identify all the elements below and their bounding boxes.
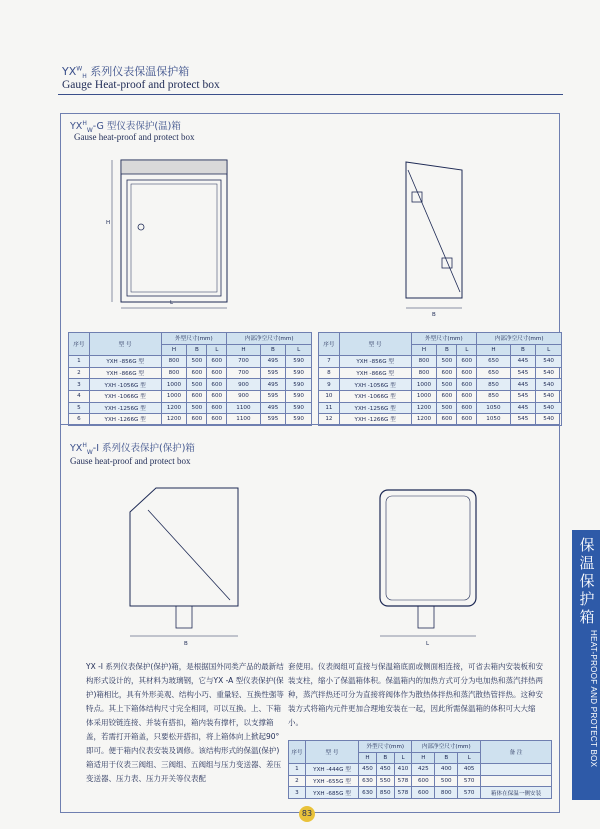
table-cell: 570 (458, 787, 481, 799)
table-cell: 500 (435, 775, 458, 787)
table-cell: 600 (412, 787, 435, 799)
table-cell: 1000 (161, 390, 187, 402)
table-row (69, 414, 312, 426)
table-cell: 630 (359, 775, 377, 787)
table-cell: 700 (227, 367, 260, 379)
spec-table-1: 序号 型 号 外型尺寸(mm) 内部净空尺寸(mm) H B L H B L 1 YXH -856G 型 800 500 600 700 495 590 2 YXH -866G 型 800 600 600 700 595 590 3 YXH -1056G 型 1000 500 600 900 495 590 4 YXH -1066G 型 1000 600 600 900 595 590 5 YXH -1256G 型 1200 500 600 1100 495 590 6 YXH -1266G 型 1200 600 600 1100 595 590 (68, 332, 312, 426)
table-cell: 600 (457, 402, 477, 414)
table-cell: 590 (286, 402, 312, 414)
table-cell: 1200 (161, 414, 187, 426)
table-cell: 650 (477, 367, 510, 379)
table-cell: YXH -856G 型 (339, 356, 411, 368)
table-cell: 800 (411, 367, 437, 379)
table-cell: YXH -1066G 型 (89, 390, 161, 402)
front2-inner (386, 496, 470, 600)
table-cell: 495 (260, 402, 286, 414)
table-cell: 600 (207, 379, 227, 391)
dim-h-label: H (106, 220, 111, 226)
table-cell: 1000 (411, 379, 437, 391)
table-cell: 540 (536, 414, 562, 426)
table-cell: 900 (227, 379, 260, 391)
table-cell: 1100 (227, 402, 260, 414)
table-cell: 600 (207, 402, 227, 414)
table-cell: 630 (359, 787, 377, 799)
th-no: 序号 (69, 333, 90, 356)
spec-table-3: 序号 型 号 外型尺寸(mm) 内部净空尺寸(mm) 备 注 H B L H B L 1 YXH -444G 型 450 450 410 425 400 405 2 YXH -655G 型 630 550 578 600 500 570 3 YXH -685G 型 630 850 578 600 800 570 箱体在保温一侧安装 (288, 740, 552, 799)
table-cell: 8 (319, 367, 340, 379)
table-cell: 1050 (477, 402, 510, 414)
table-cell: 590 (286, 367, 312, 379)
table-cell: 1200 (411, 414, 437, 426)
description-right: 套使用。仪表阀组可直接与保温箱底面或侧面相连接，可省去箱内安装板和安装支柱，缩小了保温箱体积。保温箱内的加热方式可分为电加热和蒸汽拌热两种，蒸汽拌热还可分为直接将阀体作为散热体拌热和蒸汽散热管拌热。这种安装方式将箱内元件更加合理地安装在一起，因此所需保温箱的体积可大大缩小。 (288, 662, 543, 727)
table-cell: 550 (376, 775, 394, 787)
side2-base (176, 606, 192, 628)
table-cell: 800 (411, 356, 437, 368)
table-cell: 600 (187, 367, 207, 379)
table-cell: 600 (207, 356, 227, 368)
th-model: 型 号 (89, 333, 161, 356)
table-cell: 1000 (161, 379, 187, 391)
table-cell: YXH -866G 型 (339, 367, 411, 379)
table-cell: YXH -444G 型 (305, 764, 358, 776)
table-cell: 545 (510, 414, 536, 426)
table-cell: 590 (286, 390, 312, 402)
table-cell: 800 (161, 367, 187, 379)
table-cell: 12 (319, 414, 340, 426)
table-cell: 10 (319, 390, 340, 402)
side-tab-cn: 保温保护箱 (579, 536, 595, 626)
table-cell: 500 (187, 402, 207, 414)
table-cell: 405 (458, 764, 481, 776)
table-cell: YXH -1266G 型 (339, 414, 411, 426)
table-cell: YXH -1266G 型 (89, 414, 161, 426)
table-row (319, 379, 562, 391)
side-view-diagonal (408, 170, 460, 292)
table-row (69, 367, 312, 379)
front2-base (418, 606, 434, 628)
box-door (127, 180, 221, 296)
dim-b2-label: B (184, 641, 188, 647)
table-row (289, 764, 552, 776)
table-cell: YXH -1056G 型 (339, 379, 411, 391)
table-cell: 1200 (411, 402, 437, 414)
table-cell: 600 (457, 390, 477, 402)
table-cell: 500 (187, 379, 207, 391)
table-cell: 2 (69, 367, 90, 379)
table-cell: 600 (457, 414, 477, 426)
dim-l2-label: L (426, 641, 430, 647)
box-door-inner (131, 184, 217, 292)
description-left: YX -I 系列仪表保护(保护)箱，是根据国外同类产品的最新结构形式设计的，其材料为玻璃钢，它与YX -A 型仪表保护(保护)箱相比，具有外形美观、结构小巧、重量轻、互换性强等特点。其上下箱体结构尺寸完全相同，可以互换。上、下箱体采用铰链连接、并装有搭扣，箱内装有撑杆，以支撑箱盖，若需打开箱盖，只要松开搭扣，将上箱体向上掀起90°即可。便于箱内仪表安装及调修。该结构形式的保温(保护)箱适用于仪表三阀组、三阀组、五阀组与压力变送器、差压变送器、压力表、压力开关等仪表配 (86, 662, 284, 783)
table-cell: 600 (207, 367, 227, 379)
table-cell: 850 (477, 390, 510, 402)
table-cell (481, 764, 552, 776)
table-cell: 5 (69, 402, 90, 414)
table-cell: 600 (437, 390, 457, 402)
table-cell: 595 (260, 367, 286, 379)
section1-subtitle: Gause heat-proof and protect box (74, 132, 195, 142)
table-cell: 600 (457, 367, 477, 379)
side2-diagonal (148, 510, 230, 600)
table-cell: 1000 (411, 390, 437, 402)
table-cell: 545 (510, 367, 536, 379)
table-cell: 540 (536, 390, 562, 402)
table-cell: 11 (319, 402, 340, 414)
table-cell: 1100 (227, 414, 260, 426)
table-cell: 600 (412, 775, 435, 787)
section2-drawings (100, 480, 500, 650)
table-cell: 410 (394, 764, 412, 776)
table-cell: 3 (289, 787, 306, 799)
table-cell: 595 (260, 390, 286, 402)
table-row (69, 379, 312, 391)
table-cell: 900 (227, 390, 260, 402)
table-cell: 600 (437, 414, 457, 426)
table-cell: 600 (437, 367, 457, 379)
th-outer: 外型尺寸(mm) (161, 333, 227, 345)
table-cell: 500 (437, 402, 457, 414)
table-cell: 1200 (161, 402, 187, 414)
table-row (319, 390, 562, 402)
table-cell: 495 (260, 379, 286, 391)
side2-outline (130, 488, 238, 606)
table-cell: 578 (394, 787, 412, 799)
table-cell (481, 775, 552, 787)
side-hinge-1 (412, 192, 422, 202)
table-row (319, 402, 562, 414)
table-cell: YXH -655G 型 (305, 775, 358, 787)
table-cell: 450 (376, 764, 394, 776)
table-row (69, 356, 312, 368)
table-cell: 500 (437, 356, 457, 368)
table-cell: 400 (435, 764, 458, 776)
table-cell: 9 (319, 379, 340, 391)
front2-outline (380, 490, 476, 606)
section1-drawings (100, 150, 540, 320)
dim-l-label: L (170, 300, 174, 306)
table-row (289, 787, 552, 799)
table-cell: 2 (289, 775, 306, 787)
table-row (69, 402, 312, 414)
section1-title: $YX^H_W-G$ 型仪表保护(温)箱 (70, 119, 181, 134)
table-cell: 600 (457, 379, 477, 391)
table-cell: 箱体在保温一侧安装 (481, 787, 552, 799)
table-row (319, 356, 562, 368)
page-title: $YX^W_H$ 系列仪表保温保护箱 (62, 65, 190, 81)
page-number: 83 (299, 806, 315, 822)
table-cell: 500 (187, 356, 207, 368)
table-cell: 425 (412, 764, 435, 776)
table-cell: 590 (286, 356, 312, 368)
dim-b-label: B (432, 312, 436, 318)
table-cell: 850 (477, 379, 510, 391)
side-tab-en: HEAT-PROOF AND PROTECT BOX (589, 630, 598, 768)
table-cell: 450 (359, 764, 377, 776)
table-cell: 1 (69, 356, 90, 368)
table-cell: 800 (435, 787, 458, 799)
table-cell: 600 (187, 414, 207, 426)
table-cell: 600 (207, 414, 227, 426)
table-cell: 600 (187, 390, 207, 402)
table-cell: 7 (319, 356, 340, 368)
section2-title: $YX^H_W-I$ 系列仪表保护(保护)箱 (70, 441, 195, 456)
side-hinge-2 (442, 258, 452, 268)
table-cell: 545 (510, 390, 536, 402)
table-cell: 590 (286, 414, 312, 426)
table-cell: YXH -856G 型 (89, 356, 161, 368)
table-cell: 3 (69, 379, 90, 391)
table-cell: 540 (536, 367, 562, 379)
table-cell: 578 (394, 775, 412, 787)
table-row (319, 367, 562, 379)
table-cell: 4 (69, 390, 90, 402)
table-cell: 445 (510, 356, 536, 368)
table-cell: 570 (458, 775, 481, 787)
table-cell: 445 (510, 379, 536, 391)
table-cell: 595 (260, 414, 286, 426)
table-cell: YXH -1256G 型 (89, 402, 161, 414)
table-cell: 600 (457, 356, 477, 368)
table-cell: 1050 (477, 414, 510, 426)
section2-subtitle: Gause heat-proof and protect box (70, 456, 191, 466)
door-lock-icon (138, 224, 144, 230)
table-cell: 600 (207, 390, 227, 402)
table-row (289, 775, 552, 787)
table-cell: 445 (510, 402, 536, 414)
table-cell: 540 (536, 356, 562, 368)
table-cell: 500 (437, 379, 457, 391)
table-cell: 800 (161, 356, 187, 368)
table-cell: YXH -1256G 型 (339, 402, 411, 414)
page-subtitle: Gauge Heat-proof and protect box (62, 79, 220, 91)
box-top-band (121, 160, 227, 174)
table-row (319, 414, 562, 426)
spec-table-2: 序号 型 号 外型尺寸(mm) 内部净空尺寸(mm) H B L H B L 7 YXH -856G 型 800 500 600 650 445 540 8 YXH -866G 型 800 600 600 650 545 540 9 YXH -1056G 型 1000 500 600 850 445 540 10 YXH -1066G 型 1000 600 600 850 545 540 11 YXH -1256G 型 1200 500 600 1050 445 540 12 YXH -1266G 型 1200 600 600 1050 545 540 (318, 332, 562, 426)
table-cell: 540 (536, 379, 562, 391)
th-inner: 内部净空尺寸(mm) (227, 333, 312, 345)
table-cell: 650 (477, 356, 510, 368)
table-cell: 6 (69, 414, 90, 426)
table-cell: 540 (536, 402, 562, 414)
table-cell: YXH -1056G 型 (89, 379, 161, 391)
table-cell: YXH -866G 型 (89, 367, 161, 379)
table-cell: 495 (260, 356, 286, 368)
header-rule (58, 94, 563, 95)
table-cell: 590 (286, 379, 312, 391)
table-cell: 850 (376, 787, 394, 799)
table-row (69, 390, 312, 402)
table-cell: 1 (289, 764, 306, 776)
box-front-outline (121, 160, 227, 302)
table-cell: YXH -685G 型 (305, 787, 358, 799)
table-cell: 700 (227, 356, 260, 368)
table-cell: YXH -1066G 型 (339, 390, 411, 402)
